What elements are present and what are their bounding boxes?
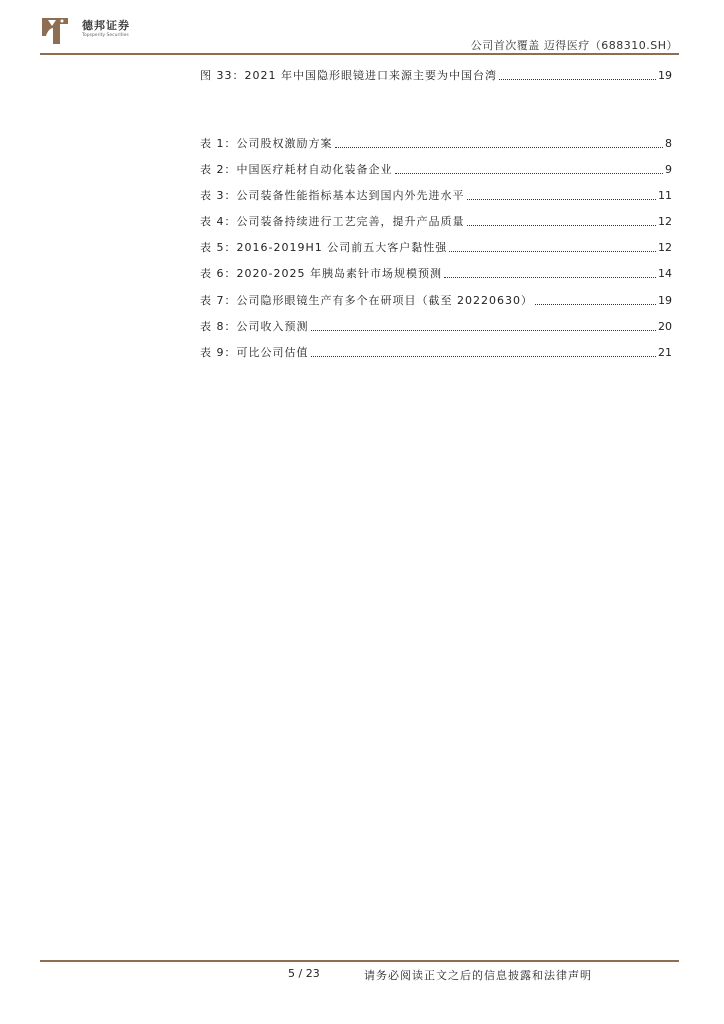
page-header [0,0,724,56]
toc-entry-page: 8 [665,137,672,150]
toc-entry-page: 14 [658,267,672,280]
toc-entry-page: 9 [665,163,672,176]
toc-entry-label: 表 3：公司装备性能指标基本达到国内外先进水平 [200,189,465,202]
toc-entry-page: 12 [658,215,672,228]
toc-entry-label: 表 2：中国医疗耗材自动化装备企业 [200,163,393,176]
toc-entry-page: 21 [658,346,672,359]
toc-entry-table-3[interactable] [200,189,672,203]
toc-leader-dots [444,276,656,278]
toc-entry-table-8[interactable] [200,320,672,334]
report-info: 公司首次覆盖 迈得医疗（688310.SH） [470,39,678,52]
brand-name [82,20,130,39]
toc-entry-table-4[interactable] [200,215,672,229]
page-number: 5 / 23 [288,967,320,980]
toc-entry-label: 表 8：公司收入预测 [200,320,309,333]
toc-leader-dots [395,172,664,174]
toc-entry-label: 图 33：2021 年中国隐形眼镜进口来源主要为中国台湾 [200,69,497,82]
toc-entry-table-2[interactable] [200,163,672,177]
toc-entry-page: 20 [658,320,672,333]
brand-name-en: Topsperity Securities [82,33,129,38]
toc-entry-table-5[interactable] [200,241,672,255]
toc-entry-table-7[interactable] [200,294,672,308]
toc-entry-page: 19 [658,294,672,307]
toc-entry-label: 表 9：可比公司估值 [200,346,309,359]
brand-name-cn: 德邦证券 [82,19,130,32]
toc-leader-dots [467,198,657,200]
toc-entry-table-9[interactable] [200,346,672,360]
toc-entry-label: 表 4：公司装备持续进行工艺完善，提升产品质量 [200,215,465,228]
toc-entry-page: 19 [658,69,672,82]
toc-entry-label: 表 6：2020-2025 年胰岛素针市场规模预测 [200,267,442,280]
toc-leader-dots [311,329,657,331]
toc-entry-table-1[interactable] [200,137,672,151]
toc-leader-dots [449,250,656,252]
toc-entry-label: 表 7：公司隐形眼镜生产有多个在研项目（截至 20220630） [200,294,533,307]
toc-entry-page: 12 [658,241,672,254]
toc-entry-page: 11 [658,189,672,202]
toc-entry-figure-33[interactable] [200,69,672,83]
footer-divider [40,960,679,962]
toc-leader-dots [335,146,664,148]
toc-leader-dots [311,355,657,357]
toc-entry-table-6[interactable] [200,267,672,281]
legal-disclaimer: 请务必阅读正文之后的信息披露和法律声明 [364,969,592,982]
toc-leader-dots [535,303,656,305]
toc-leader-dots [467,224,657,226]
toc-entry-label: 表 5：2016-2019H1 公司前五大客户黏性强 [200,241,448,254]
header-divider [40,53,679,55]
toc-entry-label: 表 1：公司股权激励方案 [200,137,333,150]
company-logo-icon [40,14,70,46]
toc-leader-dots [499,78,656,80]
